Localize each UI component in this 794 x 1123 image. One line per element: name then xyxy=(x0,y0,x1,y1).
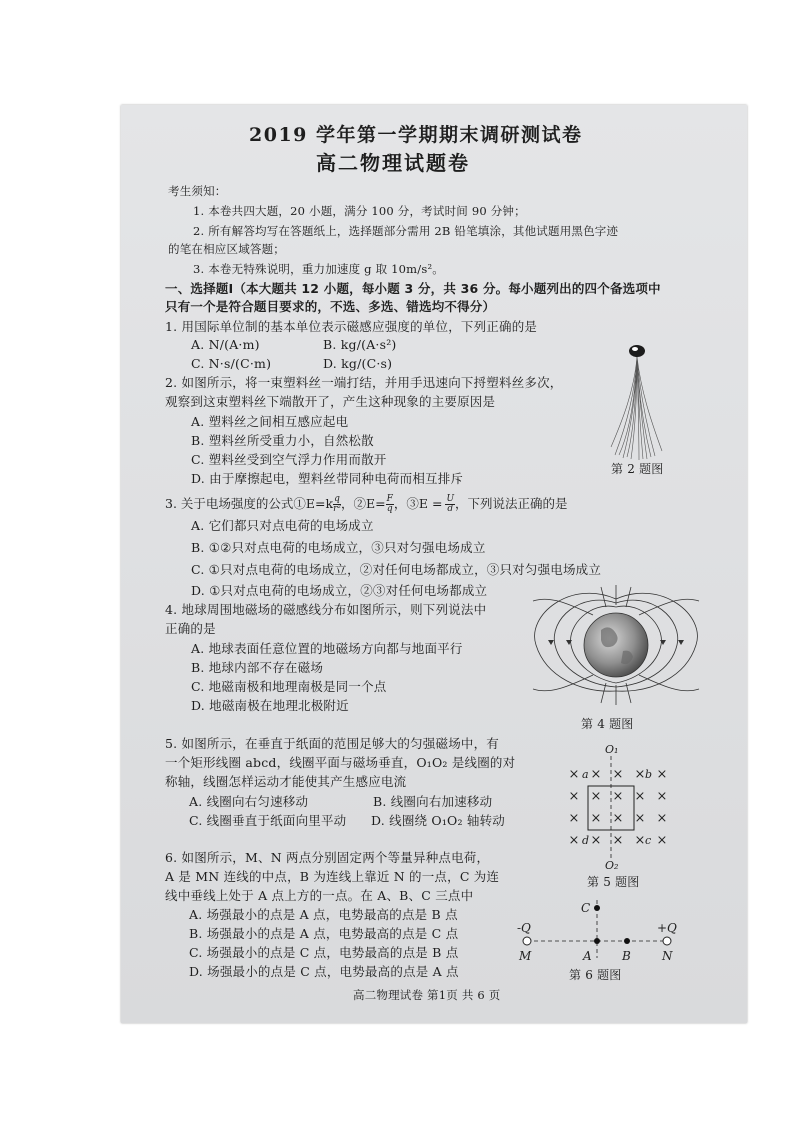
q2-stem-2: 观察到这束塑料丝下端散开了，产生这种现象的主要原因是 xyxy=(165,394,496,409)
q6-charge-m xyxy=(523,937,531,945)
q1-option-c: C. N·s/(C·m) xyxy=(191,356,272,371)
q3-f3-den: d xyxy=(447,504,454,514)
q5-option-a: A. 线圈向右匀速移动 xyxy=(189,794,309,809)
svg-text:×: × xyxy=(656,789,668,804)
svg-text:×: × xyxy=(590,833,602,848)
q4-figure-earth-field xyxy=(531,585,701,705)
q3-formula-3 xyxy=(445,495,455,514)
svg-text:×: × xyxy=(634,767,646,782)
q1-option-b: B. kg/(A·s²) xyxy=(323,337,397,352)
q4-option-d: D. 地磁南极在地理北极附近 xyxy=(191,698,349,713)
q3-stem-post: ，下列说法正确的是 xyxy=(455,496,568,511)
q3-stem xyxy=(165,495,568,514)
q5-option-d: D. 线圈绕 O₁O₂ 轴转动 xyxy=(371,813,505,828)
svg-text:×: × xyxy=(612,789,624,804)
q3-option-d: D. ①只对点电荷的电场成立，②③对任何电场都成立 xyxy=(191,583,488,598)
notice-item-3: 3. 本卷无特殊说明，重力加速度 g 取 10m/s²。 xyxy=(193,262,444,276)
svg-text:×: × xyxy=(656,811,668,826)
q3-f1-den: r² xyxy=(333,504,341,514)
svg-text:×: × xyxy=(612,833,624,848)
q2-stem-1: 2. 如图所示，将一束塑料丝一端打结，并用手迅速向下捋塑料丝多次， xyxy=(165,375,563,390)
q2-figure-plastic-strands xyxy=(607,343,667,463)
q3-f2-num: F xyxy=(386,494,393,504)
svg-text:×: × xyxy=(568,811,580,826)
svg-text:×: × xyxy=(590,767,602,782)
q6-stem-1: 6. 如图所示，M、N 两点分别固定两个等量异种点电荷， xyxy=(165,850,490,865)
q5-stem-3: 称轴，线圈怎样运动才能使其产生感应电流 xyxy=(165,774,407,789)
q3-option-c: C. ①只对点电荷的电场成立，②对任何电场都成立，③只对匀强电场成立 xyxy=(191,562,602,577)
q3-stem-mid2: ，③E = xyxy=(393,496,443,511)
svg-text:×: × xyxy=(590,789,602,804)
q4-option-a: A. 地球表面任意位置的地磁场方向都与地面平行 xyxy=(191,641,463,656)
q2-option-d: D. 由于摩擦起电，塑料丝带同种电荷而相互排斥 xyxy=(191,471,464,486)
notice-item-2b: 的笔在相应区域答题； xyxy=(168,242,285,256)
q6-option-b: B. 场强最小的点是 A 点，电势最高的点是 C 点 xyxy=(189,926,459,941)
q6-option-a: A. 场强最小的点是 A 点，电势最高的点是 B 点 xyxy=(189,907,458,922)
q5-label-c: c xyxy=(645,834,652,847)
q4-option-b: B. 地球内部不存在磁场 xyxy=(191,660,324,675)
q4-stem-2: 正确的是 xyxy=(165,621,216,636)
q5-label-o2: O₂ xyxy=(605,859,619,872)
svg-text:×: × xyxy=(656,833,668,848)
q5-option-b: B. 线圈向右加速移动 xyxy=(373,794,493,809)
q6-option-d: D. 场强最小的点是 C 点，电势最高的点是 A 点 xyxy=(189,964,459,979)
svg-text:×: × xyxy=(634,789,646,804)
svg-text:×: × xyxy=(634,811,646,826)
q4-option-c: C. 地磁南极和地理南极是同一个点 xyxy=(191,679,387,694)
q3-f2-den: q xyxy=(386,504,393,514)
q2-option-c: C. 塑料丝受到空气浮力作用而散开 xyxy=(191,452,387,467)
q6-label-c: C xyxy=(581,901,591,915)
q3-formula-2 xyxy=(386,495,394,514)
q2-option-a: A. 塑料丝之间相互感应起电 xyxy=(191,414,349,429)
notice-heading: 考生须知： xyxy=(168,184,227,198)
q1-stem: 1. 用国际单位制的基本单位表示磁感应强度的单位，下列正确的是 xyxy=(165,319,538,334)
page-footer: 高二物理试卷 第1页 共 6 页 xyxy=(353,988,501,1002)
q6-label-a: A xyxy=(583,949,592,963)
q6-option-c: C. 场强最小的点是 C 点，电势最高的点是 B 点 xyxy=(189,945,459,960)
q5-stem-1: 5. 如图所示，在垂直于纸面的范围足够大的匀强磁场中，有 xyxy=(165,736,500,751)
svg-text:×: × xyxy=(612,811,624,826)
exam-subtitle: 高二物理试题卷 xyxy=(316,151,470,175)
notice-item-1: 1. 本卷共四大题，20 小题，满分 100 分，考试时间 90 分钟； xyxy=(193,204,526,218)
exam-title: 2019 学年第一学期期末调研测试卷 xyxy=(249,124,583,146)
svg-text:×: × xyxy=(568,833,580,848)
svg-text:×: × xyxy=(634,833,646,848)
q6-point-a xyxy=(594,938,600,944)
q3-stem-pre: 3. 关于电场强度的公式①E=k xyxy=(165,496,334,511)
q5-figure-caption: 第 5 题图 xyxy=(587,875,640,889)
q6-label-n: N xyxy=(662,949,673,963)
svg-text:×: × xyxy=(590,811,602,826)
q3-stem-mid1: ，②E= xyxy=(341,496,386,511)
q6-figure-caption: 第 6 题图 xyxy=(569,968,622,982)
q6-charge-n xyxy=(663,937,671,945)
q6-stem-3: 线中垂线上处于 A 点上方的一点。在 A、B、C 三点中 xyxy=(165,888,474,903)
q2-option-b: B. 塑料丝所受重力小，自然松散 xyxy=(191,433,374,448)
notice-item-2a: 2. 所有解答均写在答题纸上，选择题部分需用 2B 铅笔填涂，其他试题用黑色字迹 xyxy=(193,224,619,238)
q5-option-c: C. 线圈垂直于纸面向里平动 xyxy=(189,813,347,828)
q6-stem-2: A 是 MN 连线的中点，B 为连线上靠近 N 的一点，C 为连 xyxy=(165,869,500,884)
section1-line1: 一、选择题Ⅰ（本大题共 12 小题，每小题 3 分，共 36 分。每小题列出的四个备选项中 xyxy=(165,281,661,296)
q6-label-b: B xyxy=(622,949,631,963)
q5-label-a: a xyxy=(582,768,589,781)
q3-option-a: A. 它们都只对点电荷的电场成立 xyxy=(191,518,374,533)
q1-option-d: D. kg/(C·s) xyxy=(323,356,393,371)
svg-text:×: × xyxy=(612,767,624,782)
q6-figure-charges xyxy=(513,896,683,966)
section1-line2: 只有一个是符合题目要求的，不选、多选、错选均不得分） xyxy=(165,299,496,314)
q6-point-c xyxy=(594,905,600,911)
q6-label-pq: +Q xyxy=(657,921,677,935)
q6-label-mq: -Q xyxy=(517,921,531,935)
q6-label-m: M xyxy=(519,949,532,963)
svg-text:×: × xyxy=(568,789,580,804)
q3-f1-num: q xyxy=(334,494,340,504)
q5-stem-2: 一个矩形线圈 abcd，线圈平面与磁场垂直，O₁O₂ 是线圈的对 xyxy=(165,755,516,770)
q3-f3-num: U xyxy=(446,494,455,504)
q2-figure-caption: 第 2 题图 xyxy=(611,462,664,476)
svg-text:×: × xyxy=(568,767,580,782)
q5-label-o1: O₁ xyxy=(605,743,619,756)
q5-label-b: b xyxy=(645,768,653,781)
q6-point-b xyxy=(624,938,630,944)
q3-formula-1 xyxy=(333,495,341,514)
q5-label-d: d xyxy=(582,834,590,847)
q4-figure-caption: 第 4 题图 xyxy=(581,717,634,731)
q1-option-a: A. N/(A·m) xyxy=(191,337,260,352)
q5-figure-coil xyxy=(564,740,674,870)
exam-sheet xyxy=(121,105,747,1023)
svg-text:×: × xyxy=(656,767,668,782)
q3-option-b: B. ①②只对点电荷的电场成立，③只对匀强电场成立 xyxy=(191,540,486,555)
q4-stem-1: 4. 地球周围地磁场的磁感线分布如图所示，则下列说法中 xyxy=(165,602,487,617)
